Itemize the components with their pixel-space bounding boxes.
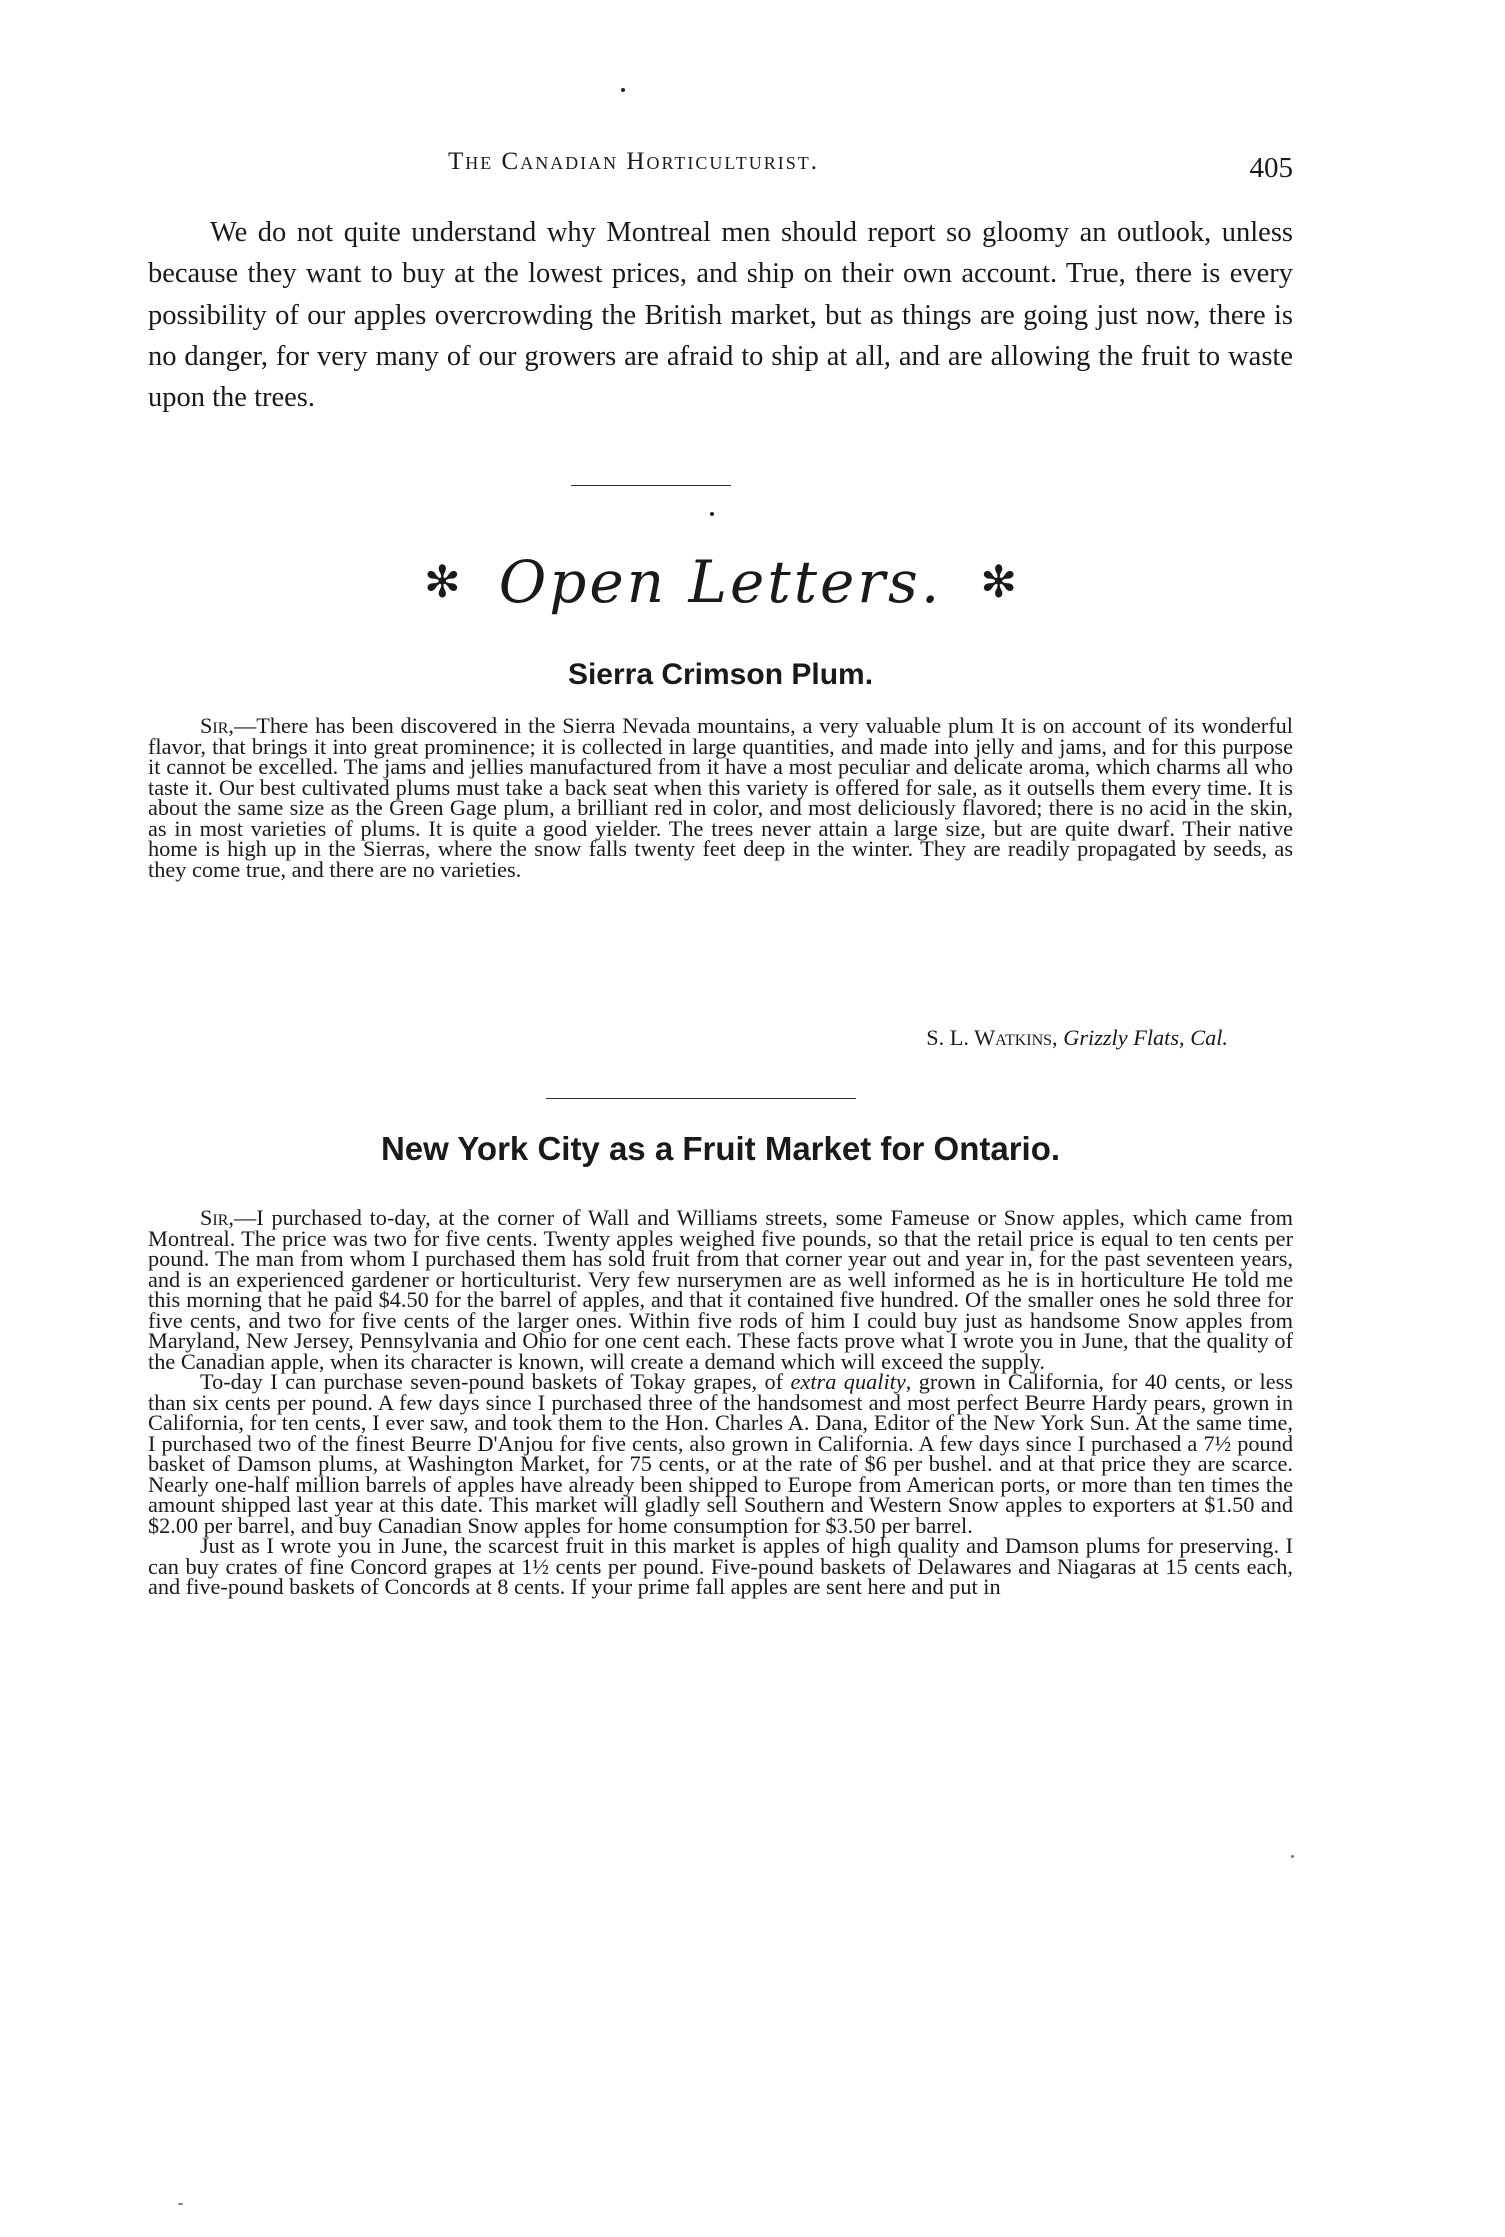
page-number: 405 <box>1249 152 1293 184</box>
asterism-left-icon: ✻ <box>423 556 461 608</box>
letter-divider <box>546 1098 856 1099</box>
paragraph-2-italic: extra quality <box>790 1369 906 1394</box>
letter-new-york-body <box>148 1205 1293 1599</box>
paragraph-2-text-end: , grown in California, for 40 cents, or less than six cents per pound. A few days since I purchased three of the handsomest and most perfect Beurre Hardy pears, grown in California, for ten cents, I ever saw, and took them to the Hon. Charles A. Dana, Editor of the New York Sun. At the same time, I purchased two of the finest Beurre D'Anjou for five cents, also grown in California. A few days since I purchased a 7½ pound basket of Damson plums, at Washington Market, for 75 cents, or at the rate of $6 per bushel. and at that price they are scarce. Nearly one-half million barrels of apples have already been shipped to Europe from American ports, or more than ten times the amount shipped last year at this date. This market will gladly sell Southern and Western Snow apples to exporters at $1.50 and $2.00 per barrel, and buy Canadian Snow apples for home consumption for $3.50 per barrel. <box>148 1369 1293 1538</box>
divider-dot <box>710 512 714 516</box>
letter-new-york-paragraph-2 <box>148 1369 1293 1538</box>
letter-title-sierra: Sierra Crimson Plum. <box>567 658 874 691</box>
letter-sierra-paragraph <box>148 713 1293 882</box>
paragraph-3-text: Just as I wrote you in June, the scarcest fruit in this market is apples of high quality and Damson plums for preserving. I can buy crates of fine Concord grapes at 1½ cents per pound. Five-pound baskets of Delawares and Niagaras at 15 cents each, and five-pound baskets of Concords at 8 cents. If your prime fall apples are sent here and put in <box>148 1533 1293 1599</box>
section-title: Open Letters. <box>498 548 943 616</box>
letter-title-new-york: New York City as a Fruit Market for Ontario. <box>380 1130 1061 1167</box>
divider-rule <box>571 485 731 486</box>
letter-sierra-text: —There has been discovered in the Sierra Nevada mountains, a very valuable plum It is on account of its wonderful flavor, that brings it into great prominence; it is collected in large quantities, and made into jelly and jams, and for this purpose it cannot be excelled. The jams and jellies manufactured from it have a most peculiar and delicate aroma, which charms all who taste it. Our best cultivated plums must take a back seat when this variety is offered for sale, as it outsells them every time. It is about the same size as the Green Gage plum, a brilliant red in color, and most deliciously flavored; there is no acid in the skin, as in most varieties of plums. It is quite a good yielder. The trees never attain a large size, but are quite dwarf. Their native home is high up in the Sierras, where the snow falls twenty feet deep in the winter. They are readily propagated by seeds, as they come true, and there are no varieties. <box>148 713 1293 882</box>
paragraph-2-text-start: To-day I can purchase seven-pound baskets of Tokay grapes, of <box>200 1369 791 1394</box>
signature-name: S. L. Watkins, <box>926 1025 1058 1050</box>
letter-sierra-body <box>148 713 1293 882</box>
salutation: Sir, <box>200 713 234 738</box>
letter-new-york-paragraph-1 <box>148 1205 1293 1374</box>
intro-paragraph: We do not quite understand why Montreal men should report so gloomy an outlook, unless because they want to buy at the lowest prices, and ship on their own account. True, there is every possibility of our apples overcrowding the British market, but as things are going just now, there is no danger, for very many of our growers are afraid to ship at all, and are allowing the fruit to waste upon the trees. <box>148 217 1293 414</box>
letter-new-york-paragraph-3 <box>148 1533 1293 1599</box>
salutation: Sir, <box>200 1205 234 1230</box>
speck <box>1291 1855 1294 1858</box>
section-heading <box>148 548 1293 618</box>
speck <box>178 2203 183 2205</box>
running-head <box>148 148 1293 188</box>
signature-place: Grizzly Flats, Cal. <box>1063 1025 1228 1050</box>
asterism-right-icon: ✻ <box>980 556 1018 608</box>
paragraph-1-text: —I purchased to-day, at the corner of Wall and Williams streets, some Fameuse or Snow apples, which came from Montreal. The price was two for five cents. Twenty apples weighed five pounds, so that the retail price is equal to ten cents per pound. The man from whom I purchased them has sold fruit from that corner year out and year in, for the past seventeen years, and is an experienced gardener or horticulturist. Very few nurserymen are as well informed as he is in horticulture He told me this morning that he paid $4.50 for the barrel of apples, and that it contained five hundred. Of the smaller ones he sold three for five cents, and two for five cents of the larger ones. Within five rods of him I could buy just as handsome Snow apples from Maryland, New Jersey, Pennsylvania and Ohio for one cent each. These facts prove what I wrote you in June, that the quality of the Canadian apple, when its character is known, will create a demand which will exceed the supply. <box>148 1205 1293 1374</box>
signature <box>926 1025 1228 1051</box>
running-title: The Canadian Horticulturist. <box>448 148 819 175</box>
speck-top <box>621 88 625 92</box>
